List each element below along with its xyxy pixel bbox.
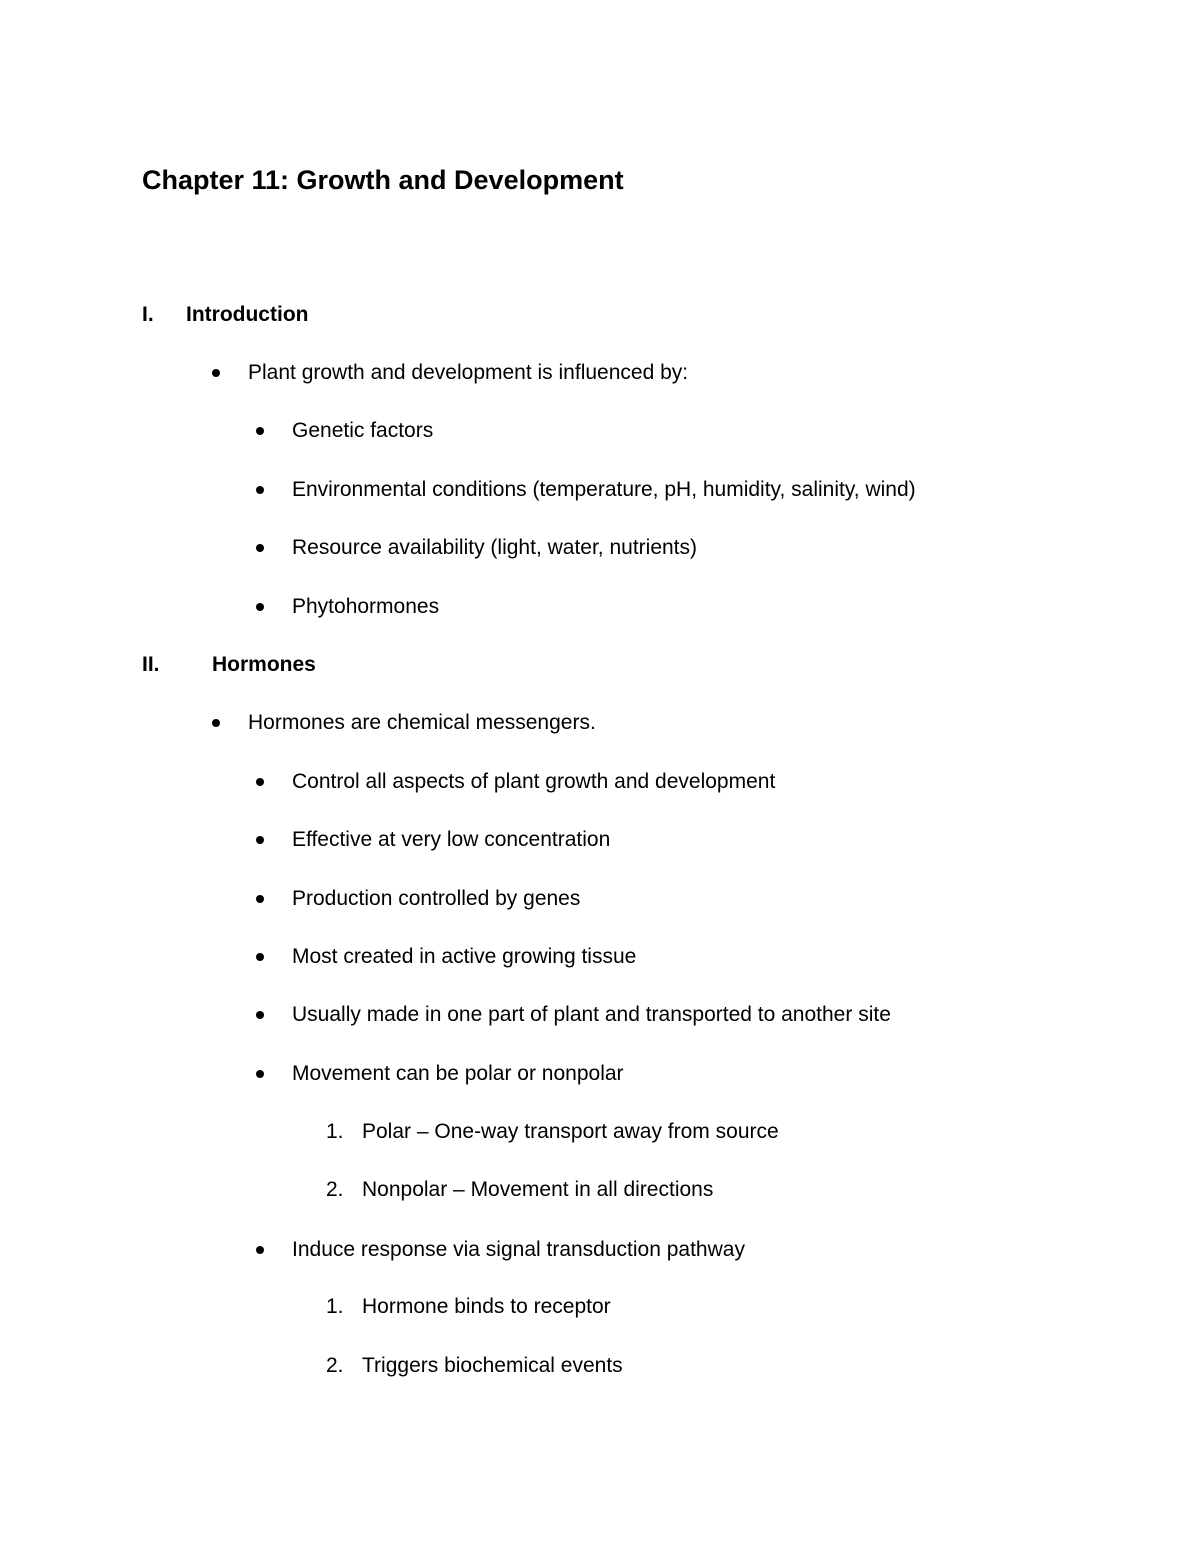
- section-numeral: I.: [142, 303, 154, 326]
- bullet-icon: [256, 603, 264, 611]
- list-item: Movement can be polar or nonpolar: [292, 1062, 624, 1085]
- numbered-item: Nonpolar – Movement in all directions: [362, 1178, 714, 1201]
- bullet-icon: [212, 369, 220, 377]
- list-item: Induce response via signal transduction pathway: [292, 1238, 745, 1261]
- section-numeral: II.: [142, 653, 160, 676]
- section-intro-text: Plant growth and development is influenced by:: [248, 361, 689, 384]
- bullet-icon: [256, 486, 264, 494]
- bullet-icon: [256, 953, 264, 961]
- list-item: Production controlled by genes: [292, 887, 581, 910]
- numbered-item: Triggers biochemical events: [362, 1354, 623, 1377]
- list-item: Resource availability (light, water, nutrients): [292, 536, 698, 559]
- bullet-icon: [256, 836, 264, 844]
- numbered-item: Polar – One-way transport away from source: [362, 1120, 779, 1143]
- bullet-icon: [256, 544, 264, 552]
- section-heading-introduction: Introduction: [186, 303, 309, 326]
- section-intro-text: Hormones are chemical messengers.: [248, 711, 596, 734]
- page-title: Chapter 11: Growth and Development: [142, 165, 624, 195]
- numbered-marker: 2.: [326, 1178, 344, 1201]
- list-item: Phytohormones: [292, 595, 440, 618]
- numbered-marker: 1.: [326, 1120, 344, 1143]
- numbered-item: Hormone binds to receptor: [362, 1295, 611, 1318]
- numbered-marker: 2.: [326, 1354, 344, 1377]
- bullet-icon: [256, 1246, 264, 1254]
- bullet-icon: [256, 1070, 264, 1078]
- list-item: Effective at very low concentration: [292, 828, 611, 851]
- list-item: Genetic factors: [292, 419, 434, 442]
- bullet-icon: [256, 427, 264, 435]
- bullet-icon: [256, 778, 264, 786]
- list-item: Most created in active growing tissue: [292, 945, 637, 968]
- bullet-icon: [212, 719, 220, 727]
- section-heading-hormones: Hormones: [212, 653, 316, 676]
- bullet-icon: [256, 895, 264, 903]
- list-item: Usually made in one part of plant and transported to another site: [292, 1003, 891, 1026]
- numbered-marker: 1.: [326, 1295, 344, 1318]
- list-item: Environmental conditions (temperature, pH, humidity, salinity, wind): [292, 478, 916, 501]
- bullet-icon: [256, 1011, 264, 1019]
- list-item: Control all aspects of plant growth and development: [292, 770, 776, 793]
